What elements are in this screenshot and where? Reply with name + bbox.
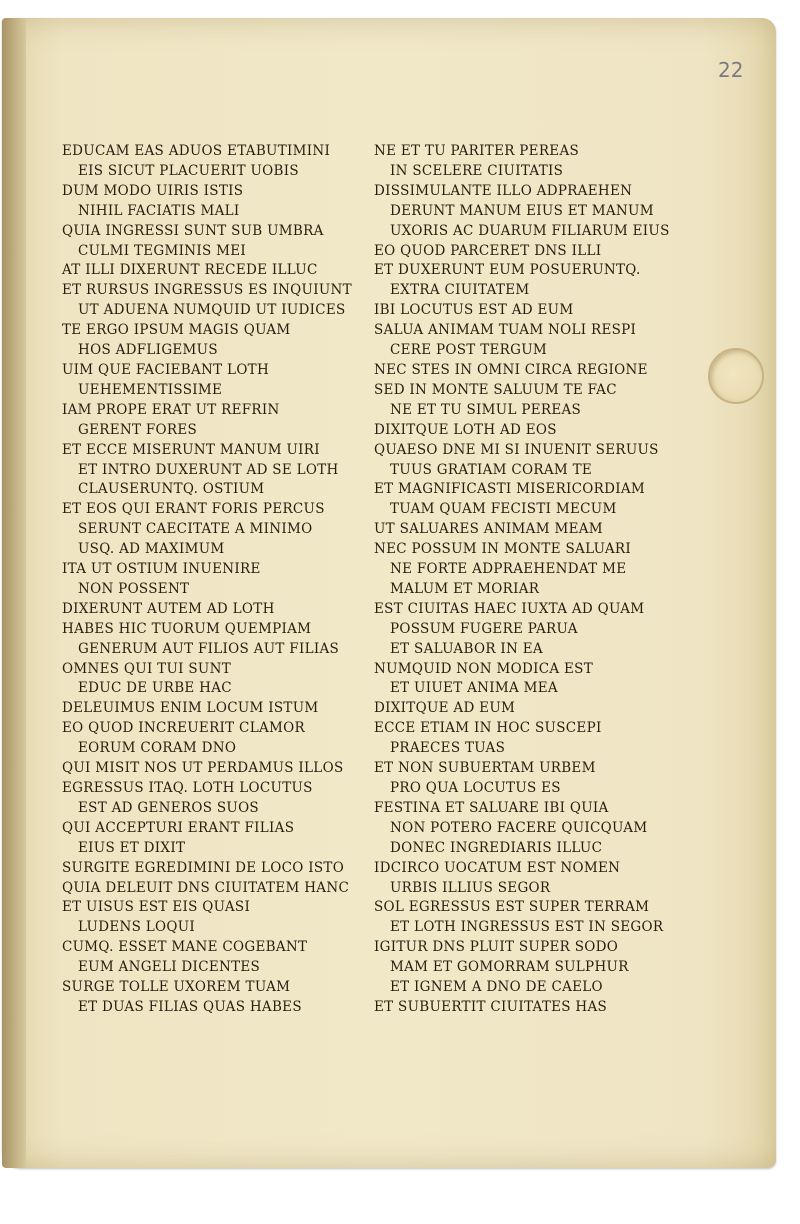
text-line: ET INTRO DUXERUNT AD SE LOTH (78, 461, 339, 478)
text-line: ET MAGNIFICASTI MISERICORDIAM (374, 481, 646, 498)
text-line: EUM ANGELI DICENTES (78, 959, 261, 976)
text-line: ET DUAS FILIAS QUAS HABES (78, 998, 302, 1015)
text-line: IBI LOCUTUS EST AD EUM (374, 302, 574, 319)
text-line: PRAECES TUAS (390, 740, 506, 757)
text-line: ET ECCE MISERUNT MANUM UIRI (62, 441, 320, 458)
text-line: ITA UT OSTIUM INUENIRE (62, 561, 261, 578)
text-line: ET DUXERUNT EUM POSUERUNTQ. (374, 262, 641, 279)
text-line: ET UIUET ANIMA MEA (390, 680, 558, 697)
text-line: DELEUIMUS ENIM LOCUM ISTUM (62, 700, 319, 717)
text-line: UT SALUARES ANIMAM MEAM (374, 521, 603, 538)
text-line: PRO QUA LOCUTUS ES (390, 780, 561, 796)
text-line: DISSIMULANTE ILLO ADPRAEHEN (374, 182, 633, 199)
text-line: EIUS ET DIXIT (78, 839, 186, 856)
text-column-left (62, 142, 362, 1018)
text-line: UIM QUE FACIEBANT LOTH (62, 361, 270, 378)
text-line: IDCIRCO UOCATUM EST NOMEN (374, 859, 621, 876)
text-line: NE ET TU SIMUL PEREAS (390, 401, 582, 418)
text-line: DUM MODO UIRIS ISTIS (62, 182, 244, 199)
text-line: UEHEMENTISSIME (78, 381, 223, 398)
text-line: MALUM ET MORIAR (390, 580, 540, 597)
text-line: NUMQUID NON MODICA EST (374, 660, 594, 677)
text-line: QUIA INGRESSI SUNT SUB UMBRA (62, 222, 324, 239)
text-line: EDUCAM EAS ADUOS ETABUTIMINI (62, 143, 331, 159)
text-line: EGRESSUS ITAQ. LOTH LOCUTUS (62, 780, 313, 796)
text-line: NIHIL FACIATIS MALI (78, 202, 240, 219)
text-line: AT ILLI DIXERUNT RECEDE ILLUC (62, 262, 318, 279)
page-binding-edge (2, 18, 26, 1168)
text-line: DIXITQUE AD EUM (374, 700, 516, 717)
text-line: DIXITQUE LOTH AD EOS (374, 421, 557, 438)
text-line: EXTRA CIUITATEM (390, 282, 530, 299)
text-column-right (374, 142, 684, 1018)
text-line: HOS ADFLIGEMUS (78, 342, 218, 359)
text-line: GENERUM AUT FILIOS AUT FILIAS (78, 640, 340, 657)
parchment-hole (708, 348, 764, 404)
text-line: USQ. AD MAXIMUM (78, 541, 225, 558)
text-line: OMNES QUI TUI SUNT (62, 660, 232, 677)
text-line: ET SALUABOR IN EA (390, 640, 543, 657)
text-line: EST CIUITAS HAEC IUXTA AD QUAM (374, 600, 645, 617)
text-line: NE ET TU PARITER PEREAS (374, 143, 580, 159)
text-line: ET IGNEM A DNO DE CAELO (390, 979, 603, 996)
text-line: ET RURSUS INGRESSUS ES INQUIUNT (62, 282, 352, 299)
text-line: LUDENS LOQUI (78, 919, 196, 936)
text-line: DONEC INGREDIARIS ILLUC (390, 839, 603, 856)
text-line: POSSUM FUGERE PARUA (390, 620, 578, 637)
text-line: NON POSSENT (78, 580, 190, 597)
text-line: ECCE ETIAM IN HOC SUSCEPI (374, 720, 602, 737)
text-line: EST AD GENEROS SUOS (78, 799, 259, 816)
text-line: IN SCELERE CIUITATIS (390, 162, 564, 179)
text-line: MAM ET GOMORRAM SULPHUR (390, 959, 629, 976)
text-line: EO QUOD PARCERET DNS ILLI (374, 242, 602, 259)
text-line: SURGITE EGREDIMINI DE LOCO ISTO (62, 859, 345, 876)
text-line: HABES HIC TUORUM QUEMPIAM (62, 620, 312, 637)
text-line: QUAESO DNE MI SI INUENIT SERUUS (374, 441, 659, 458)
text-line: QUIA DELEUIT DNS CIUITATEM HANC (62, 879, 350, 896)
text-line: TE ERGO IPSUM MAGIS QUAM (62, 322, 291, 339)
text-line: ET LOTH INGRESSUS EST IN SEGOR (390, 919, 664, 936)
text-line: CLAUSERUNTQ. OSTIUM (78, 481, 265, 498)
text-line: ET UISUS EST EIS QUASI (62, 899, 251, 916)
text-line: GERENT FORES (78, 421, 198, 438)
text-line: SERUNT CAECITATE A MINIMO (78, 521, 313, 538)
text-line: EORUM CORAM DNO (78, 740, 237, 757)
text-line: EO QUOD INCREUERIT CLAMOR (62, 720, 305, 737)
text-line: CUMQ. ESSET MANE COGEBANT (62, 939, 308, 956)
text-line: SURGE TOLLE UXOREM TUAM (62, 979, 291, 996)
text-line: NEC STES IN OMNI CIRCA REGIONE (374, 361, 648, 378)
text-line: CERE POST TERGUM (390, 342, 547, 359)
text-line: QUI MISIT NOS UT PERDAMUS ILLOS (62, 760, 344, 777)
folio-number: 22 (718, 58, 744, 82)
text-line: DIXERUNT AUTEM AD LOTH (62, 600, 275, 617)
text-line: FESTINA ET SALUARE IBI QUIA (374, 799, 609, 816)
text-line: QUI ACCEPTURI ERANT FILIAS (62, 819, 295, 836)
text-line: ET EOS QUI ERANT FORIS PERCUS (62, 501, 325, 518)
text-line: SALUA ANIMAM TUAM NOLI RESPI (374, 322, 637, 339)
text-line: EDUC DE URBE HAC (78, 680, 232, 697)
text-line: NON POTERO FACERE QUICQUAM (390, 819, 648, 836)
text-line: DERUNT MANUM EIUS ET MANUM (390, 202, 654, 219)
text-line: EIS SICUT PLACUERIT UOBIS (78, 162, 299, 179)
text-line: CULMI TEGMINIS MEI (78, 242, 247, 259)
text-line: NEC POSSUM IN MONTE SALUARI (374, 541, 632, 558)
text-line: UXORIS AC DUARUM FILIARUM EIUS (390, 222, 670, 239)
text-line: IAM PROPE ERAT UT REFRIN (62, 401, 280, 418)
text-line: IGITUR DNS PLUIT SUPER SODO (374, 939, 619, 956)
text-line: NE FORTE ADPRAEHENDAT ME (390, 561, 627, 578)
text-line: TUUS GRATIAM CORAM TE (390, 461, 593, 478)
text-line: URBIS ILLIUS SEGOR (390, 879, 551, 896)
text-line: UT ADUENA NUMQUID UT IUDICES (78, 302, 346, 319)
text-line: ET SUBUERTIT CIUITATES HAS (374, 998, 608, 1015)
text-line: SOL EGRESSUS EST SUPER TERRAM (374, 899, 650, 916)
text-line: SED IN MONTE SALUUM TE FAC (374, 381, 617, 398)
text-line: TUAM QUAM FECISTI MECUM (390, 501, 617, 518)
text-line: ET NON SUBUERTAM URBEM (374, 760, 596, 777)
